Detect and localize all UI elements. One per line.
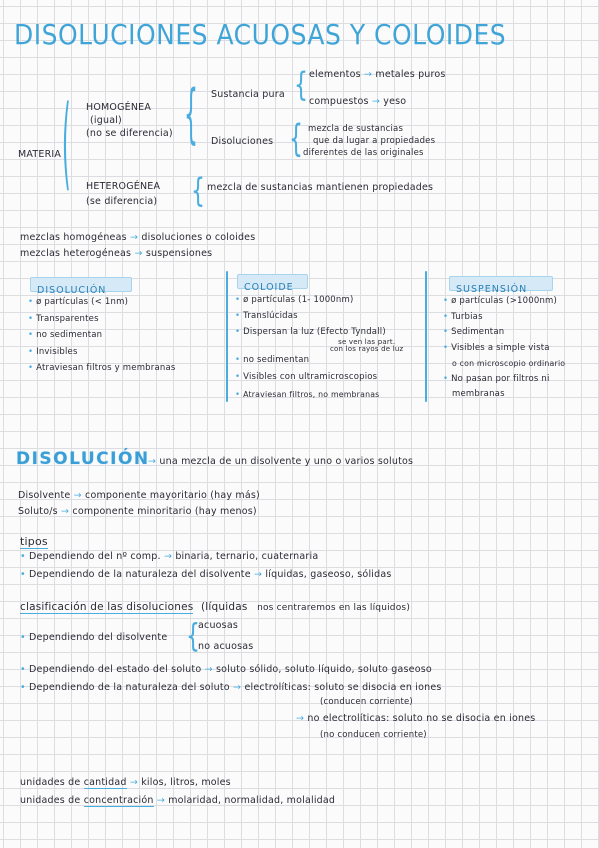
column-separator [226, 271, 228, 402]
mezclas-heterogeneas-row [20, 248, 212, 259]
brace-disoluciones: { [289, 118, 303, 162]
heterogenea-note: (se diferencia) [86, 196, 158, 207]
clasif-estado-value: soluto sólido, soluto líquido, soluto gaseoso [215, 664, 432, 675]
no-acuosas-label: no acuosas [198, 641, 254, 652]
tipos-comp-label: Dependiendo del nº comp. [29, 551, 161, 562]
acuosas-label: acuosas [198, 620, 238, 631]
disolucion-list [28, 294, 176, 377]
mezclas-homogeneas-row [20, 232, 255, 243]
list-item: • Sedimentan [443, 327, 505, 337]
list-item: • No pasan por filtros ni [443, 373, 550, 384]
arrow-icon: → [204, 664, 216, 675]
compuestos-label: compuestos [309, 96, 369, 107]
heterogenea-label: HETEROGÉNEA [86, 181, 161, 192]
tipos-comp-value: binaria, ternario, cuaternaria [175, 551, 319, 562]
unidades-cantidad-row: unidades de cantidad → kilos, litros, moles [20, 777, 231, 788]
materia-label: MATERIA [18, 149, 62, 160]
heterogenea-desc: mezcla de sustancias mantienen propiedades [207, 182, 434, 193]
mezclas-het-label: mezclas heterogéneas [20, 248, 132, 259]
coloide-list [235, 292, 386, 340]
clasif-nat-label: Dependiendo de la naturaleza del soluto [29, 682, 230, 693]
list-item: • ø partículas (>1000nm) [443, 296, 558, 306]
unidades-concentracion-row: unidades de concentración → molaridad, normalidad, molalidad [20, 795, 336, 806]
list-item: • Visibles con ultramicroscopios [235, 372, 378, 382]
list-item: • ø partículas (1- 1000nm) [235, 295, 354, 305]
arrow-icon: → [148, 456, 160, 467]
soluto-label: Soluto/s [18, 506, 58, 517]
arrow-icon: → [163, 551, 176, 562]
arrow-icon: → [254, 569, 266, 580]
yeso-label: yeso [383, 96, 407, 107]
cantidad-value: kilos, litros, moles [141, 777, 231, 788]
mezclas-hom-label: mezclas homogéneas [20, 232, 127, 243]
clasif-estado-label: Dependiendo del estado del soluto [29, 664, 202, 675]
brace-sustancia: { [294, 67, 308, 105]
list-item: • Invisibles [28, 346, 78, 357]
list-item: • Turbias [443, 311, 483, 322]
compuestos-row [309, 96, 406, 107]
list-item: membranas [452, 389, 505, 399]
disolucion-heading: DISOLUCIÓN [16, 449, 150, 469]
disolvente-label: Disolvente [18, 490, 71, 501]
tipos-nat-label: Dependiendo de la naturaleza del disolvente [29, 569, 251, 580]
brace-materia: ( [62, 89, 71, 205]
tipos-comp-row: • Dependiendo del nº comp. → binaria, ternario, cuaternaria [20, 551, 319, 562]
arrow-icon: → [134, 248, 146, 259]
clasificacion-heading-row: clasificación de las disoluciones (líquidas nos centraremos en las líquidos) [20, 601, 411, 613]
list-item: o con microscopio ordinario [452, 359, 566, 368]
arrow-icon: → [130, 232, 142, 243]
disolvente-value: componente mayoritario (hay más) [85, 490, 260, 501]
disolucion-definition: una mezcla de un disolvente y uno o varios solutos [159, 456, 414, 467]
arrow-icon: → [73, 490, 86, 501]
disolucion-definition-row [148, 456, 413, 467]
arrow-icon: → [156, 795, 169, 806]
metales-puros-label: metales puros [375, 69, 446, 80]
tipos-nat-value: líquidas, gaseoso, sólidas [265, 569, 392, 580]
homogenea-label: HOMOGÉNEA [86, 102, 152, 113]
suspension-list [443, 294, 565, 403]
tipos-nat-row: • Dependiendo de la naturaleza del disolvente → líquidas, gaseoso, sólidas [20, 569, 392, 580]
arrow-icon: → [233, 682, 245, 693]
disoluciones-label: Disoluciones [211, 136, 274, 147]
arrow-icon: → [363, 69, 376, 80]
clasif-estado-row: • Dependiendo del estado del soluto → soluto sólido, soluto líquido, soluto gaseoso [20, 664, 432, 675]
no-electro-note: (no conducen corriente) [320, 730, 427, 740]
disolvente-row [18, 490, 260, 501]
mezclas-het-value: suspensiones [145, 248, 213, 259]
homogenea-note2: (no se diferencia) [86, 128, 173, 139]
suspension-header: SUSPENSIÓN [449, 276, 553, 291]
list-item: • Atraviesan filtros, no membranas [235, 390, 380, 400]
disolucion-header: DISOLUCIÓN [30, 277, 132, 292]
brace-disolvente: { [186, 619, 200, 656]
list-item: • Visibles a simple vista [443, 342, 550, 353]
disol-desc-1: mezcla de sustancias [308, 124, 404, 134]
concentracion-value: molaridad, normalidad, molalidad [168, 795, 336, 806]
list-item: • Dispersan la luz (Efecto Tyndall) [235, 327, 386, 337]
list-item: • Transparentes [28, 313, 99, 324]
disol-desc-2: que da lugar a propiedades [313, 136, 436, 146]
clasificacion-heading: clasificación de las disoluciones [20, 601, 194, 613]
arrow-icon: → [371, 96, 384, 107]
homogenea-block [86, 101, 173, 140]
homogenea-note1: (igual) [90, 115, 122, 126]
concentracion-word: concentración [83, 795, 154, 806]
electro-note: (conducen corriente) [320, 697, 413, 707]
coloide-note: se ven las part. con los rayos de luz [330, 338, 404, 353]
soluto-row [18, 506, 257, 517]
list-item: • no sedimentan [235, 355, 310, 365]
brace-homogenea: { [184, 80, 198, 153]
no-electroliticas: no electrolíticas: soluto no se disocia en iones [307, 713, 536, 724]
list-item: • Atraviesan filtros y membranas [28, 363, 176, 373]
list-item: • no sedimentan [28, 330, 103, 340]
coloide-header: COLOIDE [237, 274, 308, 289]
list-item: • ø partículas (< 1nm) [28, 297, 129, 307]
coloide-list-2 [235, 352, 379, 404]
brace-heterogenea: { [191, 173, 205, 211]
mezclas-hom-value: disoluciones o coloides [141, 232, 256, 243]
tipos-heading: tipos [20, 535, 48, 548]
clasif-disolvente-label: • Dependiendo del disolvente [20, 632, 168, 643]
no-electro-row [296, 713, 535, 724]
sustancia-pura-label: Sustancia pura [211, 89, 285, 100]
column-separator [425, 271, 427, 402]
list-item: • Translúcidas [235, 311, 298, 321]
arrow-icon: → [61, 506, 73, 517]
cantidad-word: cantidad [83, 777, 127, 788]
arrow-icon: → [129, 777, 142, 788]
clasif-nat-row: • Dependiendo de la naturaleza del soluto → electrolíticas: soluto se disocia en iones [20, 682, 442, 693]
soluto-value: componente minoritario (hay menos) [72, 506, 257, 517]
electroliticas: electrolíticas: soluto se disocia en iones [244, 682, 442, 693]
elementos-row [309, 69, 446, 80]
disol-desc-3: diferentes de las originales [303, 148, 424, 158]
page-title: DISOLUCIONES ACUOSAS Y COLOIDES [14, 18, 507, 51]
arrow-icon: → [296, 713, 308, 724]
elementos-label: elementos [309, 69, 361, 80]
heterogenea-block [86, 179, 160, 209]
disoluciones-desc [303, 123, 435, 159]
